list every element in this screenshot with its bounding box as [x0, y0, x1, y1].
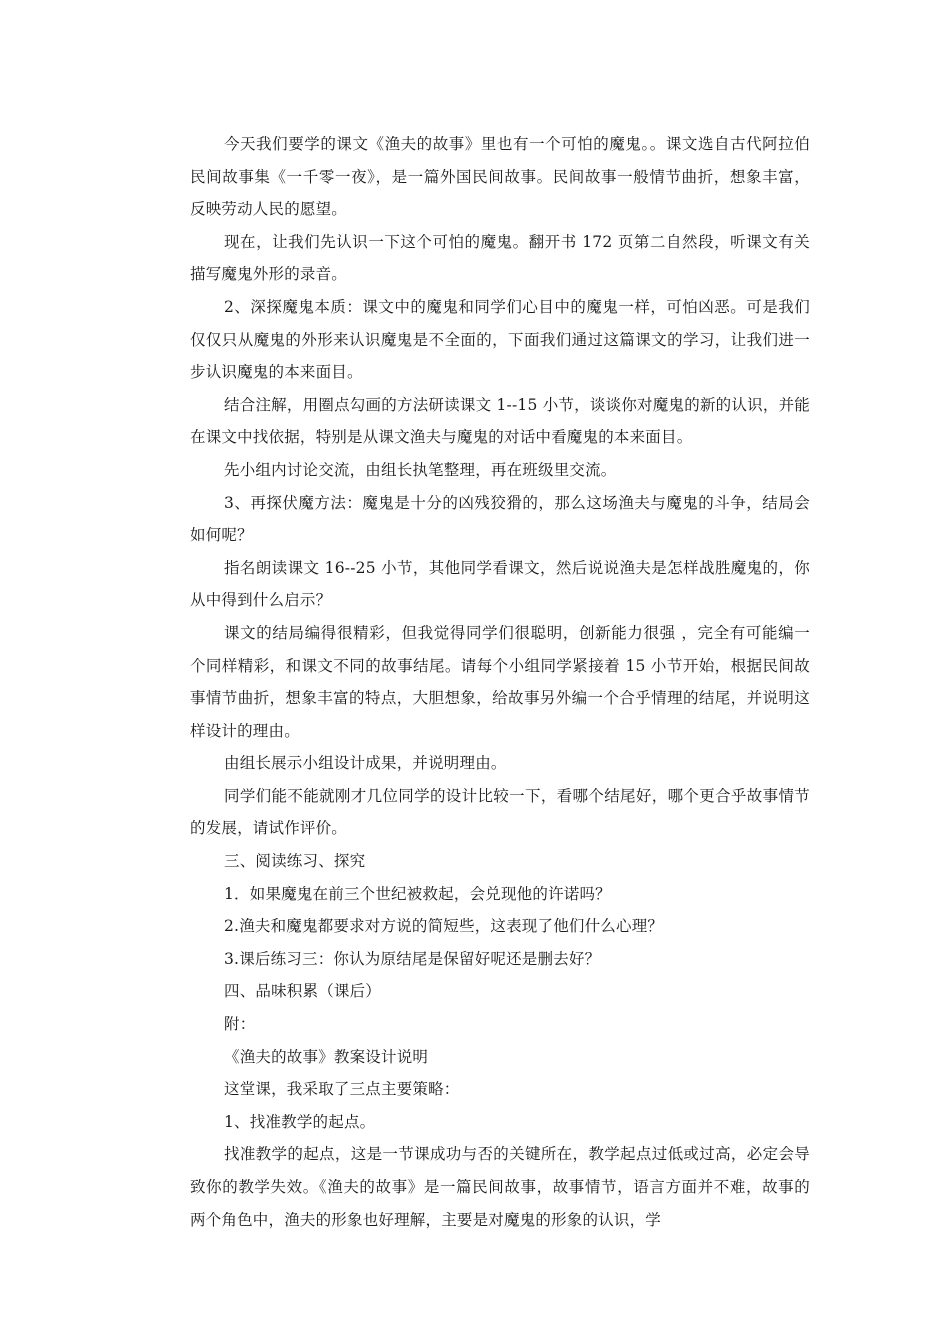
paragraph: 课文的结局编得很精彩，但我觉得同学们很聪明，创新能力很强 ，完全有可能编一个同样精彩，和课文不同的故事结尾。请每个小组同学紧接着 15 小节开始，根据民间故事情节曲折，想象丰富的特点，大胆想象，给故事另外编一个合乎情理的结尾，并说明这样设计的理由。 [190, 623, 810, 740]
list-item: 3.课后练习三：你认为原结尾是保留好呢还是删去好？ [224, 949, 601, 968]
section-heading: 三、阅读练习、探究 [224, 852, 366, 871]
document-body [190, 128, 810, 1236]
paragraph: 先小组内讨论交流，由组长执笔整理，再在班级里交流。 [224, 460, 617, 479]
section-heading: 四、品味积累（课后） [224, 982, 382, 1001]
paragraph: 指名朗读课文 16--25 小节，其他同学看课文，然后说说渔夫是怎样战胜魔鬼的，你从中得到什么启示？ [190, 558, 810, 610]
list-item: 2.渔夫和魔鬼都要求对方说的简短些，这表现了他们什么心理？ [224, 917, 664, 936]
appendix-title: 《渔夫的故事》教案设计说明 [224, 1047, 429, 1066]
list-item: 1、找准教学的起点。 [224, 1112, 376, 1131]
paragraph: 由组长展示小组设计成果，并说明理由。 [224, 754, 507, 773]
paragraph: 2、深探魔鬼本质：课文中的魔鬼和同学们心目中的魔鬼一样，可怕凶恶。可是我们仅仅只从魔鬼的外形来认识魔鬼是不全面的，下面我们通过这篇课文的学习，让我们进一步认识魔鬼的本来面目。 [190, 297, 810, 382]
list-item: 1．如果魔鬼在前三个世纪被救起，会兑现他的许诺吗？ [224, 884, 611, 903]
paragraph: 找准教学的起点，这是一节课成功与否的关键所在，教学起点过低或过高，必定会导致你的教学失效。《渔夫的故事》是一篇民间故事，故事情节，语言方面并不难，故事的两个角色中，渔夫的形象也好理解，主要是对魔鬼的形象的认识，学 [190, 1145, 810, 1229]
paragraph: 这堂课，我采取了三点主要策略： [224, 1080, 460, 1099]
paragraph: 结合注解，用圈点勾画的方法研读课文 1--15 小节，谈谈你对魔鬼的新的认识，并能在课文中找依据，特别是从课文渔夫与魔鬼的对话中看魔鬼的本来面目。 [190, 395, 810, 447]
paragraph: 3、再探伏魔方法：魔鬼是十分的凶残狡猾的，那么这场渔夫与魔鬼的斗争，结局会如何呢？ [190, 493, 810, 545]
paragraph: 同学们能不能就刚才几位同学的设计比较一下，看哪个结尾好，哪个更合乎故事情节的发展，请试作评价。 [190, 786, 810, 838]
paragraph: 现在，让我们先认识一下这个可怕的魔鬼。翻开书 172 页第二自然段，听课文有关描写魔鬼外形的录音。 [190, 232, 810, 284]
paragraph: 今天我们要学的课文《渔夫的故事》里也有一个可怕的魔鬼。。课文选自古代阿拉伯民间故事集《一千零一夜》，是一篇外国民间故事。民间故事一般情节曲折，想象丰富，反映劳动人民的愿望。 [190, 135, 810, 219]
appendix-label: 附： [224, 1015, 256, 1034]
